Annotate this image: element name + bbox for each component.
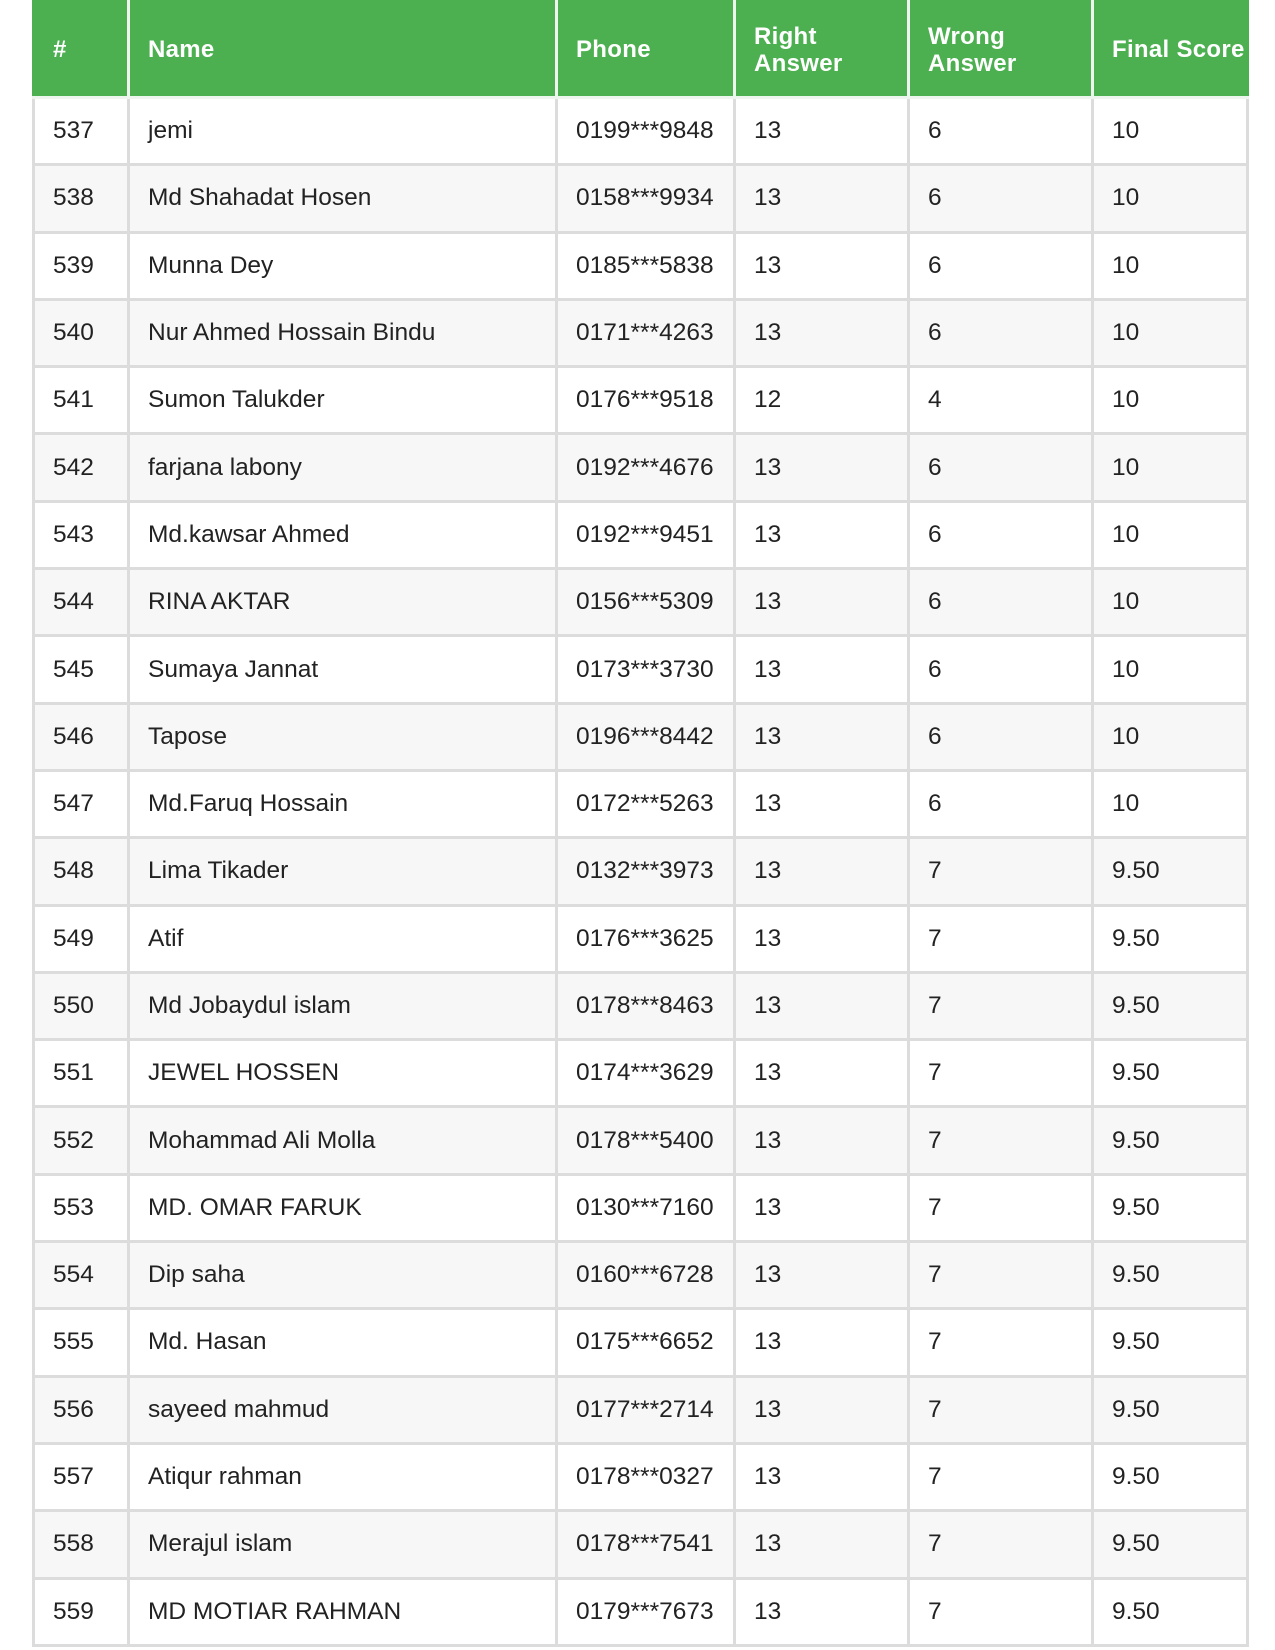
table-row xyxy=(34,1309,1248,1376)
cell-final-score: 9.50 xyxy=(1093,1309,1248,1376)
cell-name: MD MOTIAR RAHMAN xyxy=(129,1578,557,1645)
cell-wrong-answer: 7 xyxy=(909,972,1093,1039)
cell-phone: 0176***3625 xyxy=(557,905,735,972)
cell-right-answer: 13 xyxy=(735,232,909,299)
cell-phone: 0199***9848 xyxy=(557,98,735,165)
table-row xyxy=(34,367,1248,434)
cell-final-score: 9.50 xyxy=(1093,1174,1248,1241)
cell-phone: 0178***8463 xyxy=(557,972,735,1039)
cell-name: RINA AKTAR xyxy=(129,569,557,636)
cell-wrong-answer: 6 xyxy=(909,636,1093,703)
cell-name: Dip saha xyxy=(129,1242,557,1309)
cell-phone: 0178***0327 xyxy=(557,1443,735,1510)
cell-index: 553 xyxy=(34,1174,129,1241)
cell-wrong-answer: 7 xyxy=(909,1040,1093,1107)
cell-final-score: 10 xyxy=(1093,367,1248,434)
cell-phone: 0132***3973 xyxy=(557,838,735,905)
cell-right-answer: 13 xyxy=(735,98,909,165)
cell-final-score: 10 xyxy=(1093,770,1248,837)
table-row xyxy=(34,1242,1248,1309)
cell-right-answer: 13 xyxy=(735,501,909,568)
cell-wrong-answer: 7 xyxy=(909,1578,1093,1645)
cell-phone: 0177***2714 xyxy=(557,1376,735,1443)
table-row xyxy=(34,165,1248,232)
table-row xyxy=(34,569,1248,636)
cell-wrong-answer: 7 xyxy=(909,1107,1093,1174)
cell-index: 547 xyxy=(34,770,129,837)
cell-index: 559 xyxy=(34,1578,129,1645)
cell-index: 552 xyxy=(34,1107,129,1174)
cell-right-answer: 13 xyxy=(735,1578,909,1645)
cell-index: 540 xyxy=(34,299,129,366)
cell-index: 544 xyxy=(34,569,129,636)
cell-final-score: 10 xyxy=(1093,232,1248,299)
cell-final-score: 9.50 xyxy=(1093,1443,1248,1510)
table-row xyxy=(34,232,1248,299)
table-row xyxy=(34,1174,1248,1241)
cell-name: Nur Ahmed Hossain Bindu xyxy=(129,299,557,366)
cell-name: Sumon Talukder xyxy=(129,367,557,434)
column-header-final-score: Final Score xyxy=(1093,2,1248,98)
column-header-name: Name xyxy=(129,2,557,98)
cell-wrong-answer: 7 xyxy=(909,1242,1093,1309)
cell-index: 543 xyxy=(34,501,129,568)
cell-final-score: 9.50 xyxy=(1093,972,1248,1039)
cell-wrong-answer: 6 xyxy=(909,299,1093,366)
cell-wrong-answer: 7 xyxy=(909,1376,1093,1443)
cell-name: Mohammad Ali Molla xyxy=(129,1107,557,1174)
cell-right-answer: 13 xyxy=(735,1107,909,1174)
cell-final-score: 10 xyxy=(1093,636,1248,703)
cell-wrong-answer: 6 xyxy=(909,770,1093,837)
cell-final-score: 10 xyxy=(1093,569,1248,636)
cell-right-answer: 13 xyxy=(735,1443,909,1510)
cell-phone: 0178***5400 xyxy=(557,1107,735,1174)
table-row xyxy=(34,838,1248,905)
cell-phone: 0176***9518 xyxy=(557,367,735,434)
table-row xyxy=(34,98,1248,165)
table-row xyxy=(34,1376,1248,1443)
cell-final-score: 10 xyxy=(1093,98,1248,165)
cell-phone: 0158***9934 xyxy=(557,165,735,232)
cell-index: 548 xyxy=(34,838,129,905)
cell-index: 555 xyxy=(34,1309,129,1376)
cell-right-answer: 13 xyxy=(735,569,909,636)
cell-wrong-answer: 7 xyxy=(909,905,1093,972)
cell-final-score: 9.50 xyxy=(1093,838,1248,905)
cell-right-answer: 13 xyxy=(735,1309,909,1376)
cell-index: 558 xyxy=(34,1511,129,1578)
cell-wrong-answer: 6 xyxy=(909,165,1093,232)
cell-final-score: 10 xyxy=(1093,299,1248,366)
cell-wrong-answer: 6 xyxy=(909,98,1093,165)
cell-name: Atif xyxy=(129,905,557,972)
cell-final-score: 10 xyxy=(1093,703,1248,770)
cell-phone: 0192***9451 xyxy=(557,501,735,568)
cell-right-answer: 13 xyxy=(735,299,909,366)
cell-right-answer: 13 xyxy=(735,838,909,905)
table-row xyxy=(34,636,1248,703)
column-header-right-answer: Right Answer xyxy=(735,2,909,98)
cell-wrong-answer: 7 xyxy=(909,1174,1093,1241)
cell-wrong-answer: 7 xyxy=(909,1511,1093,1578)
cell-right-answer: 13 xyxy=(735,165,909,232)
table-row xyxy=(34,1107,1248,1174)
table-row xyxy=(34,299,1248,366)
cell-phone: 0160***6728 xyxy=(557,1242,735,1309)
cell-right-answer: 13 xyxy=(735,434,909,501)
cell-right-answer: 13 xyxy=(735,972,909,1039)
cell-final-score: 9.50 xyxy=(1093,1242,1248,1309)
cell-index: 539 xyxy=(34,232,129,299)
cell-index: 538 xyxy=(34,165,129,232)
cell-phone: 0130***7160 xyxy=(557,1174,735,1241)
cell-right-answer: 13 xyxy=(735,1242,909,1309)
cell-final-score: 9.50 xyxy=(1093,1040,1248,1107)
cell-wrong-answer: 6 xyxy=(909,569,1093,636)
table-row xyxy=(34,1443,1248,1510)
cell-name: sayeed mahmud xyxy=(129,1376,557,1443)
cell-index: 542 xyxy=(34,434,129,501)
cell-name: Md. Hasan xyxy=(129,1309,557,1376)
cell-wrong-answer: 7 xyxy=(909,1309,1093,1376)
cell-right-answer: 13 xyxy=(735,770,909,837)
cell-final-score: 9.50 xyxy=(1093,1511,1248,1578)
cell-index: 537 xyxy=(34,98,129,165)
cell-name: Sumaya Jannat xyxy=(129,636,557,703)
cell-wrong-answer: 6 xyxy=(909,501,1093,568)
cell-phone: 0156***5309 xyxy=(557,569,735,636)
cell-name: Md.Faruq Hossain xyxy=(129,770,557,837)
cell-name: MD. OMAR FARUK xyxy=(129,1174,557,1241)
cell-wrong-answer: 6 xyxy=(909,434,1093,501)
table-row xyxy=(34,1040,1248,1107)
cell-index: 545 xyxy=(34,636,129,703)
cell-right-answer: 13 xyxy=(735,1376,909,1443)
cell-name: Md Shahadat Hosen xyxy=(129,165,557,232)
cell-right-answer: 13 xyxy=(735,1040,909,1107)
cell-name: Tapose xyxy=(129,703,557,770)
table-body xyxy=(34,98,1248,1646)
table-row xyxy=(34,703,1248,770)
cell-wrong-answer: 6 xyxy=(909,232,1093,299)
cell-name: Merajul islam xyxy=(129,1511,557,1578)
cell-index: 549 xyxy=(34,905,129,972)
cell-final-score: 9.50 xyxy=(1093,905,1248,972)
cell-right-answer: 12 xyxy=(735,367,909,434)
cell-name: Atiqur rahman xyxy=(129,1443,557,1510)
cell-right-answer: 13 xyxy=(735,1174,909,1241)
table-row xyxy=(34,770,1248,837)
table-header xyxy=(34,2,1248,98)
cell-phone: 0172***5263 xyxy=(557,770,735,837)
table-row xyxy=(34,434,1248,501)
table-row xyxy=(34,501,1248,568)
cell-name: Lima Tikader xyxy=(129,838,557,905)
cell-phone: 0171***4263 xyxy=(557,299,735,366)
cell-right-answer: 13 xyxy=(735,1511,909,1578)
cell-right-answer: 13 xyxy=(735,703,909,770)
column-header-wrong-answer: Wrong Answer xyxy=(909,2,1093,98)
table-row xyxy=(34,1511,1248,1578)
cell-phone: 0178***7541 xyxy=(557,1511,735,1578)
cell-right-answer: 13 xyxy=(735,636,909,703)
cell-right-answer: 13 xyxy=(735,905,909,972)
cell-index: 546 xyxy=(34,703,129,770)
column-header-phone: Phone xyxy=(557,2,735,98)
cell-wrong-answer: 4 xyxy=(909,367,1093,434)
cell-name: farjana labony xyxy=(129,434,557,501)
cell-index: 554 xyxy=(34,1242,129,1309)
cell-name: Md.kawsar Ahmed xyxy=(129,501,557,568)
cell-wrong-answer: 6 xyxy=(909,703,1093,770)
column-header-index: # xyxy=(34,2,129,98)
cell-phone: 0179***7673 xyxy=(557,1578,735,1645)
cell-index: 557 xyxy=(34,1443,129,1510)
table-row xyxy=(34,1578,1248,1645)
cell-name: Munna Dey xyxy=(129,232,557,299)
cell-phone: 0185***5838 xyxy=(557,232,735,299)
cell-phone: 0173***3730 xyxy=(557,636,735,703)
results-table xyxy=(32,0,1249,1647)
cell-phone: 0192***4676 xyxy=(557,434,735,501)
cell-final-score: 9.50 xyxy=(1093,1578,1248,1645)
cell-final-score: 9.50 xyxy=(1093,1376,1248,1443)
header-row xyxy=(34,2,1248,98)
cell-final-score: 10 xyxy=(1093,434,1248,501)
cell-final-score: 10 xyxy=(1093,165,1248,232)
cell-index: 556 xyxy=(34,1376,129,1443)
cell-index: 550 xyxy=(34,972,129,1039)
cell-wrong-answer: 7 xyxy=(909,838,1093,905)
cell-name: jemi xyxy=(129,98,557,165)
cell-final-score: 10 xyxy=(1093,501,1248,568)
cell-phone: 0196***8442 xyxy=(557,703,735,770)
cell-name: JEWEL HOSSEN xyxy=(129,1040,557,1107)
cell-final-score: 9.50 xyxy=(1093,1107,1248,1174)
cell-phone: 0174***3629 xyxy=(557,1040,735,1107)
table-row xyxy=(34,972,1248,1039)
cell-index: 541 xyxy=(34,367,129,434)
cell-name: Md Jobaydul islam xyxy=(129,972,557,1039)
cell-wrong-answer: 7 xyxy=(909,1443,1093,1510)
table-row xyxy=(34,905,1248,972)
cell-phone: 0175***6652 xyxy=(557,1309,735,1376)
cell-index: 551 xyxy=(34,1040,129,1107)
